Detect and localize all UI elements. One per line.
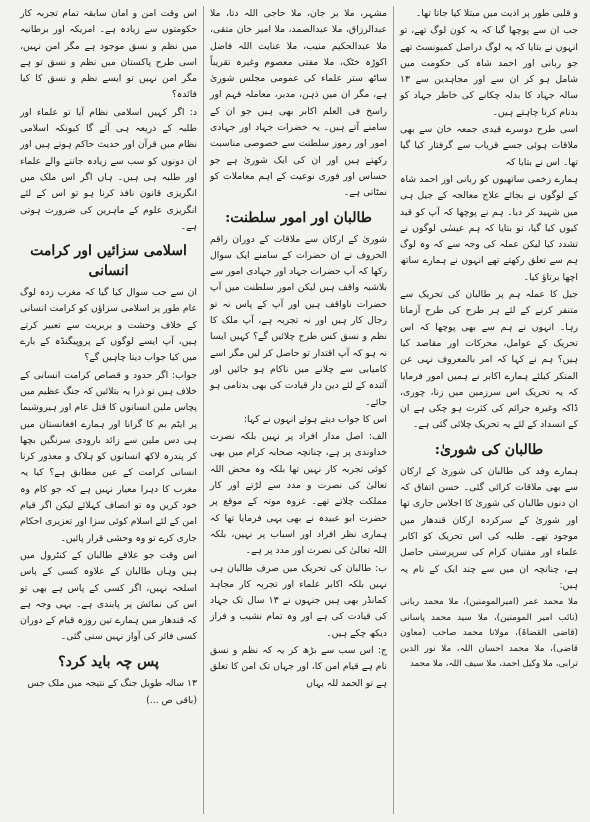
article-paragraph: اس وقت جو علاقے طالبان کے کنٹرول میں ہیں وہاں طالبان کے علاوہ کسی کے پاس اسلحہ نہیں، اگر کسی کے پاس ہے بھی تو اس کی نمائش پر پابندی ہے۔ یہی وجہ ہے کہ قندھار میں ہمارے تین روزہ قیام کے دوران کسی فائر کی آواز نہیں سنی گئی۔ <box>20 549 197 643</box>
article-paragraph: ہمارے زخمی ساتھیوں کو ربانی اور احمد شاہ کے لوگوں نے بجائے علاج معالجہ کے جیل ہی میں شہید کر دیا۔ ہم نے پوچھا کہ آپ کو قید کیوں کیا گیا، تو بتایا کہ ہم عیسٰی لوگوں نے تشدد کیا لیکن عملہ کی وجہ سے کہ وہ لوگ ہم سے تعلق رکھتے تھے انہوں نے ہمارے ساتھ اچھا برتاؤ کیا۔ <box>400 173 578 283</box>
column-middle <box>204 6 394 814</box>
article-paragraph: و قلبی طور پر اذیت میں مبتلا کیا جاتا تھا۔ <box>415 8 578 19</box>
article-paragraph: جیل کا عملہ ہم پر طالبان کی تحریک سے متنفر کرنے کے لئے ہر طرح کی طرح آزماتا رہا۔ انہوں نے ہم سے بھی پوچھا کہ اس تحریک کے عوامل، محرکات اور مقاصد کیا ہیں؟ ہم نے کہا کہ امر بالمعروف نہی عن المنکر کیلئے ہمارے اکابر نے ہمیں امور فرمایا کہ یہ تحریک اس سرزمین میں زنا، چوری، ڈاکہ وغیرہ جرائم کی کثرت ہو چکی ہے ان کے انسداد کے لئے یہ تحریک چلائی گئی ہے۔ <box>400 289 578 431</box>
article-paragraph: ہمارے وفد کی طالبان کی شوریٰ کے ارکان سے بھی ملاقات کرائی گئی۔ حسن اتفاق کہ ان دنوں طالبان کی شوریٰ کا اجلاس جاری تھا اور شوریٰ کے سرکردہ ارکان قندھار میں موجود تھے۔ طلبہ کی اس تحریک کو اکابر علماء اور مفتیان کرام کی سرپرستی حاصل ہے، چنانچہ ان میں سے چند ایک کے نام یہ ہیں: <box>400 465 578 591</box>
section-heading: اسلامی سزائیں اور کرامت انسانی <box>30 243 187 280</box>
section-heading: طالبان اور امور سلطنت: <box>225 209 372 226</box>
article-paragraph: ۱۳ سالہ طویل جنگ کے نتیجہ میں ملک جس <box>27 677 197 689</box>
article-paragraph: اس وقت امن و امان سابقہ تمام تجربہ کار حکومتوں سے زیادہ ہے۔ امریکہ اور برطانیہ میں نظم و نسق موجود ہے مگر امن نہیں، اسی طرح پاکستان میں نظم و نسق تو ہے مگر امن نہیں تو ایسے نظم و نسق کا کیا فائدہ؟ <box>20 8 197 101</box>
article-paragraph: (باقی ص ...) <box>146 694 197 706</box>
article-paragraph: مشہر، ملا بر جان، ملا حاجی اللہ دتا، ملا عبدالرزاق، ملا عبدالصمد، ملا امیر خان متقی، ملا عبدالحکیم منیب، ملا عنایت اللہ فاضل اکوڑہ خٹک، ملا مفتی معصوم وغیرہ تقریباً ساٹھ ستر علماء کی عمومی مجلس شوریٰ ہے، مگر ان میں ذہن، مدبر، معاملہ فہم اور راسخ فی العلم اکابر بھی ہیں جو ان کے سامنے آتے ہیں۔ یہ حضرات جہاد اور جہادی امور اور رموز سلطنت سے خصوصی مناسبت رکھتے ہیں اور ان کی ایک شوریٰ ہے جو حساس اور فوری نوعیت کے اہم معاملات کو نمٹاتی ہے۔ <box>210 8 387 199</box>
article-paragraph: اسی طرح دوسرے قیدی جمعہ خان سے بھی ملاقات ہوئی جسے قریاب سے گرفتار کیا گیا تھا۔ اس نے بتایا کہ <box>400 124 578 168</box>
article-paragraph: ملا محمد عمر (امیرالمومنین)، ملا محمد ربانی (نائب امیر المومنین)، ملا سید محمد پاسانی (قاضی القضاۃ)، مولانا محمد صاحب (معاون قاضی)، ملا محمد احسان اللہ، ملا نور الدین ترابی، ملا وکیل احمد، ملا سیف اللہ، ملا محمد <box>400 597 578 670</box>
article-paragraph: شوریٰ کے ارکان سے ملاقات کے دوران راقم الحروف نے ان حضرات کے سامنے ایک سوال رکھا کہ آپ حضرات جہاد اور جہادی امور سے بلاشبہ واقف ہیں لیکن امور سلطنت میں آپ حضرات ناواقف ہیں اور آپ کے پاس نہ تو رجال کار ہیں اور نہ تجربہ ہے، آپ ملک کا نظم و نسق کس طرح چلائیں گے؟ کہیں ایسا نہ ہو کہ آپ اقتدار تو حاصل کر لیں مگر اسے کامیابی سے چلانے میں ناکام ہو جائیں اور آئندہ کے لئے دین دار قیادت کی بھی بدنامی ہو جائے۔ <box>210 233 387 408</box>
section-heading: پس چہ باید کرد؟ <box>58 653 159 670</box>
article-paragraph: ب: طالبان کی تحریک میں صرف طالبان ہی نہیں بلکہ اکابر علماء اور تجربہ کار مجاہد کمانڈر بھی ہیں جنہوں نے ۱۳ سال تک جہاد کی قیادت کی ہے اور وہ تمام نشیب و فراز دیکھ چکے ہیں۔ <box>210 562 387 639</box>
article-paragraph: د: اگر کہیں اسلامی نظام آیا تو علماء اور طلبہ کے ذریعہ ہی آئے گا کیونکہ اسلامی نظام میں قرآن اور حدیث حاکم ہوتے ہیں اور ان دونوں کو سب سے زیادہ جاننے والے علماء اور طلبہ ہی ہیں۔ ہاں اگر اس ملک میں انگریزی قانون نافذ کرنا ہو تو اس کے لئے انگریزی علوم کے ماہرین کی ضرورت ہوتی ہے۔ <box>20 106 197 232</box>
column-left <box>14 6 204 814</box>
article-paragraph: جب ان سے پوچھا گیا کہ یہ کون لوگ تھے، تو انہوں نے بتایا کہ یہ لوگ دراصل کمیونسٹ تھے جو ربانی اور احمد شاہ کی حکومت میں شامل ہو کر ان سے اور مجاہدین سے ۱۳ سالہ جہاد کا بدلہ چکانے کی خاطر جہاد کو بدنام کرنا چاہتے ہیں۔ <box>400 25 578 118</box>
article-paragraph: ان سے جب سوال کیا گیا کہ مغرب زدہ لوگ عام طور پر اسلامی سزاؤں کو کرامت انسانی کے خلاف وحشت و بربریت سے تعبیر کرتے ہیں، آپ ایسے لوگوں کے پروپیگنڈہ کے بارے میں کیا جواب دینا چاہیں گے؟ <box>20 287 197 364</box>
article-paragraph: اس کا جواب دیتے ہوئے انہوں نے کہا: <box>243 413 387 425</box>
article-paragraph: جواب: اگر حدود و قصاص کرامت انسانی کے خلاف ہیں تو ذرا یہ بتلائیں کہ جنگ عظیم میں پچاس ملین انسانوں کا قتل عام اور ہیروشیما پر ایٹم بم کا گرانا اور ہمارے افغانستان میں ہی دس ملین سے زائد بارودی سرنگیں بچھا کر پندرہ لاکھ انسانوں کو ہلاک و معذور کرنا انسانی کرامت کے عین مطابق ہے؟ کیا یہ مغرب کا دہرا معیار نہیں ہے کہ جو کام وہ خود کریں وہ تو انصاف کہلائے لیکن اگر قیام امن کے لئے اسلام کوئی سزا اور تعزیری احکام جاری کرے تو وہ وحشی قرار پائیں۔ <box>20 369 197 544</box>
section-heading: طالبان کی شوریٰ: <box>434 441 544 458</box>
article-paragraph: ج: اس سب سے بڑھ کر یہ کہ نظم و نسق نام ہے قیام امن کا، اور جہاں تک امن کا تعلق ہے تو الحمد للہ یہاں <box>210 644 387 689</box>
article-paragraph: الف: اصل مدار افراد پر نہیں بلکہ نصرت خداوندی پر ہے، چنانچہ صحابہ کرام میں بھی کوئی تجربہ کار نہیں تھا بلکہ وہ محض اللہ تعالیٰ کی نصرت و مدد سے لڑتے اور کار مملکت چلاتے تھے۔ غزوہ موتہ کے موقع پر حضرت ابو عبیدہ نے بھی یہی فرمایا تھا کہ ہماری نظر افراد اور اسباب پر نہیں، بلکہ اللہ تعالیٰ کی نصرت اور مدد پر ہے۔ <box>210 431 387 557</box>
column-right <box>394 6 584 814</box>
